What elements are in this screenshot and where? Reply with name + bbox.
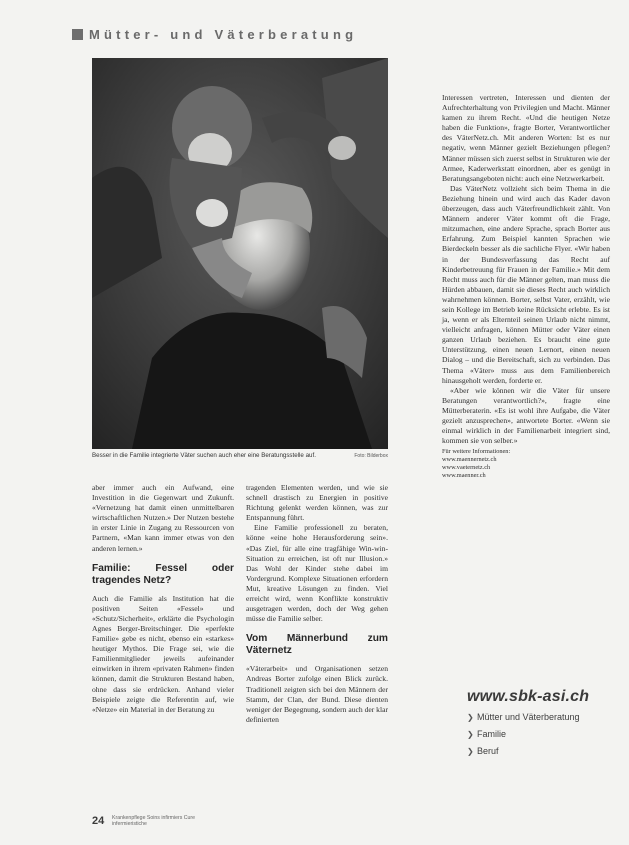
paragraph: Auch die Familie als Institution hat die positiven Seiten «Fessel» und «Schutz/Sicherheit», erklärte die Psychologin Agnes Berger-Breitschinger. Die «perfekte Familie» gebe es nicht, ebenso ein «starkes» heutiger Mythos. Die Frage sei, wie die Familienmitglieder jeweils aufeinander einwirken in ihrem «privaten Rahmen» finden können, damit die Strukturen Bestand haben, ohne dass sie erdrücken. Anhand vieler Beispiele zeigte die Referentin auf, wie «Netze» ein Material in der Beratung zu [92,593,234,714]
photo-credit: Foto: Bilderbox [354,453,388,459]
section-title: Mütter- und Väterberatung [89,26,358,42]
paragraph: Das VäterNetz vollzieht sich beim Thema in die Beziehung hinein und wird auch das Kader davon überzeugen, dass auch Väterfreundlichkeit zählt. Von Männern anderer Väter kommt oft die Frage, mitzumachen, eine andere Sprache, sprach Borter aus Erfahrung. Zum Beispiel kannten Sprachen wie Bierdeckeln besser als die sachliche Flyer. «Wir haben in der Bundesverfassung das Recht auf Kinderbetreuung für Frauen in der Familie.» Mit dem Recht muss auch für die Männer gelten, man muss die Hürden abbauen, damit sie dieses Recht auch wirklich wahrnehmen können. Borter, selbst Vater, erzählt, wie sein Kollege im Betrieb keine Rücksicht erlebte. Es ist ja, wenn er als Elternteil seinen Urlaub nicht nimmt, vielleicht anfragen, können Mütter oder Väter einen ganzen Urlaub beziehen. Es braucht eine gute Unterstützung, einen neuen Lernort, einen neuen Dialog – und die Bereitschaft, sich zu verbinden. Das Thema «Väter» muss aus dem Familienbereich hinausgeholt werden, forderte er. [442,183,610,385]
arrow-right-icon: ❯ [467,730,474,739]
section-header [72,27,357,41]
web-link-label: Familie [477,729,507,739]
web-link-label: Beruf [477,746,499,756]
web-link-item[interactable] [467,712,617,723]
subheading-familie: Familie: Fessel oder tragendes Netz? [92,562,234,586]
arrow-right-icon: ❯ [467,713,474,722]
info-link[interactable]: www.maennernetz.ch [442,456,497,464]
paragraph: «Väterarbeit» und Organisationen setzen Andreas Borter zufolge einen Blick zurück. Traditionell zeigten sich bei den Männern der Stamm, der Clan, der Bund. Diese dienten weniger der Begegnung, sondern auch der klar definierten [246,664,388,724]
info-links-title: Für weitere Informationen: [442,448,511,456]
header-square-icon [72,29,83,40]
article-column-1 [92,483,234,715]
web-link-item[interactable] [467,746,617,757]
paragraph: tragenden Elementen werden, und wie sie schnell drastisch zu Energien in positive Richtung gelenkt werden können, was zur Entspannung führt. [246,483,388,523]
info-link[interactable]: www.vaeternetz.ch [442,464,491,472]
article-photo [92,58,388,449]
web-box [467,688,617,757]
publication-footer: Krankenpflege Soins infirmiers Cure infermieristiche [112,815,196,828]
web-link-item[interactable] [467,729,617,740]
article-column-2 [246,483,388,725]
caption-text: Besser in die Familie integrierte Väter suchen auch eher eine Beratungsstelle auf. [92,452,316,459]
web-link-label: Mütter und Väterberatung [477,712,580,722]
website-url[interactable]: www.sbk-asi.ch [467,688,590,705]
info-link[interactable]: www.maenner.ch [442,472,486,480]
arrow-right-icon: ❯ [467,747,474,756]
paragraph: Interessen vertreten, Interessen und dienten der Aufrechterhaltung von Privilegien und Macht. Männer kamen zu ihrem Recht. «Und die heutigen Netze haben die Funktion», fragte Borter, Verantwortlicher des VäterNetz.ch. Mit anderen Worten: Ist es nur negativ, wenn Männer gezielt Beziehungen pflegen? Männer müssen sich zuerst selbst in Strukturen wie der Armee, Kaderwerkstatt einordnen, aber es genügt in Beratungsangeboten nicht: auch eine Netzwerkarbeit. [442,93,610,183]
subheading-maennerbund: Vom Männerbund zum Väternetz [246,633,388,657]
paragraph: Eine Familie professionell zu beraten, könne «eine hohe Herausforderung sein». «Das Ziel, für alle eine tragfähige Win-win-Situation zu erreichen, ist oft nur Illusion.» Das Wohl der Kinder stehe dabei im Vordergrund. Komplexe Situationen erfordern Mut, kreative Lösungen zu finden. Viel erreicht wird, wenn Konflikte konstruktiv ausgetragen werden, doch der Weg gehen müsse die Familie selber. [246,523,388,624]
paragraph: «Aber wie können wir die Väter für unsere Beratungen verantwortlich?», fragte eine Mütterberaterin. «Es ist wohl ihre Aufgabe, die Väter gezielt anzusprechen», antwortete Borter. «Wenn sie einmal wirklich in der Familienarbeit integriert sind, kommen sie von selber.» [442,385,610,446]
article-column-3 [442,93,610,480]
page-number: 24 [92,815,105,827]
father-child-photo-image [92,58,388,449]
photo-caption [92,452,388,460]
paragraph: aber immer auch ein Aufwand, eine Investition in die Gegenwart und Zukunft. «Vernetzung hat damit einen unmittelbaren wirtschaftlichen Nutzen.» Der Nutzen bestehe in erster Linie in Zugang zu Ressourcen von Partnern, «Man kann immer etwas von den anderen lernen.» [92,483,234,553]
info-links [442,448,610,480]
